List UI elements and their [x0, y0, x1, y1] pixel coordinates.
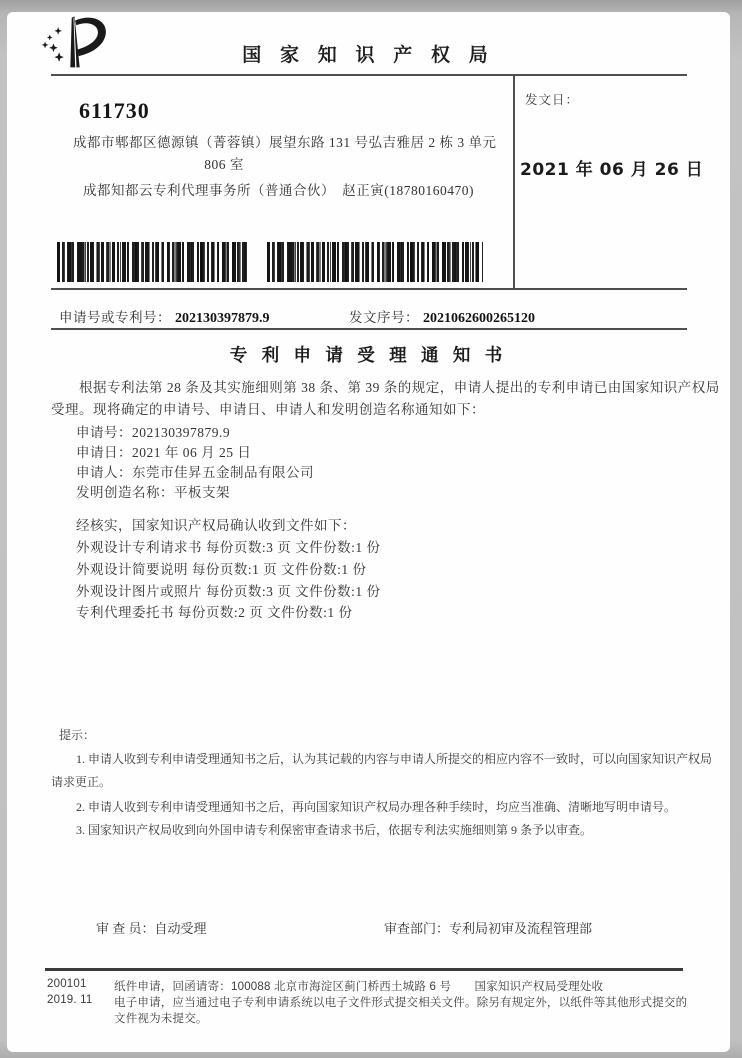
- field-invention-title: 发明创造名称：平板支架: [76, 485, 230, 500]
- department-value: 专利局初审及流程管理部: [449, 921, 593, 936]
- examiner-value: 自动受理: [154, 921, 207, 936]
- notice-paragraph-line1: 根据专利法第 28 条及其实施细则第 38 条、第 39 条的规定，申请人提出的专利申请已由国家知识产权局: [79, 380, 720, 395]
- document-page: [7, 12, 730, 1052]
- agency-title: 国 家 知 识 产 权 局: [242, 45, 495, 66]
- field-application-date: 申请日：2021 年 06 月 25 日: [76, 445, 252, 460]
- field-application-number: 申请号：202130397879.9: [76, 425, 231, 440]
- footer-electronic-line1: 电子申请，应当通过电子专利申请系统以电子文件形式提交相关文件。除另有规定外，以纸件等其他形式提交的: [114, 997, 688, 1009]
- examiner-row: [96, 918, 207, 937]
- footer-version: 2019. 11: [47, 994, 93, 1006]
- footer-paper-line: 纸件申请，回函请寄：100088 北京市海淀区蓟门桥西土城路 6 号 国家知识产权局受理处收: [114, 981, 604, 993]
- title-top-rule: [51, 328, 687, 330]
- note-line: 3. 国家知识产权局收到向外国申请专利保密审查请求书后，依据专利法实施细则第 9 条予以审查。: [76, 823, 593, 837]
- document-item: 外观设计专利请求书 每份页数:3 页 文件份数:1 份: [76, 540, 381, 555]
- dispatch-serial-label: 发文序号：: [349, 310, 419, 325]
- dispatch-date-label: 发文日：: [525, 93, 580, 107]
- department-label: 审查部门：: [384, 921, 450, 936]
- department-row: [384, 918, 592, 937]
- dispatch-serial-value: 2021062600265120: [423, 311, 535, 326]
- recipient-address-line1: 成都市郫都区德源镇（菁蓉镇）展望东路 131 号弘吉雅居 2 栋 3 单元: [73, 135, 497, 150]
- document-item: 外观设计图片或照片 每份页数:3 页 文件份数:1 份: [76, 584, 381, 599]
- footer-form-code: 200101: [47, 978, 87, 990]
- application-number-value: 202130397879.9: [175, 311, 270, 326]
- recipient-agent-line: 成都知都云专利代理事务所（普通合伙） 赵正寅(18780160470): [83, 183, 474, 198]
- note-line: 请求更正。: [51, 775, 112, 789]
- dispatch-serial-row: [349, 306, 535, 327]
- note-line: 2. 申请人收到专利申请受理通知书之后，再向国家知识产权局办理各种手续时，均应当准确、清晰地写明申请号。: [76, 800, 677, 814]
- recipient-postal-code: 611730: [79, 98, 150, 123]
- application-number-row: [59, 306, 270, 327]
- notice-paragraph-line2: 受理。现将确定的申请号、申请日、申请人和发明创造名称通知如下：: [51, 402, 485, 417]
- application-number-label: 申请号或专利号：: [59, 310, 171, 325]
- footer-rule: [45, 968, 683, 971]
- document-item: 外观设计简要说明 每份页数:1 页 文件份数:1 份: [76, 562, 367, 577]
- dispatch-date-value: 2021 年 06 月 26 日: [520, 160, 704, 180]
- document-item: 专利代理委托书 每份页数:2 页 文件份数:1 份: [76, 605, 353, 620]
- recipient-address-line2: 806 室: [204, 157, 244, 172]
- footer-electronic-line2: 文件视为未提交。: [114, 1013, 208, 1025]
- header-rule: [51, 74, 687, 76]
- notice-title: 专 利 申 请 受 理 通 知 书: [229, 345, 508, 365]
- dispatch-box-divider: [513, 74, 515, 290]
- barcode-right-icon: [267, 242, 483, 282]
- documents-confirm-line: 经核实，国家知识产权局确认收到文件如下：: [76, 518, 356, 533]
- field-applicant: 申请人：东莞市佳昇五金制品有限公司: [76, 465, 314, 480]
- notes-label: 提示：: [59, 728, 96, 742]
- barcode-bottom-rule: [51, 288, 687, 290]
- examiner-label: 审 查 员：: [96, 921, 155, 936]
- note-line: 1. 申请人收到专利申请受理通知书之后，认为其记载的内容与申请人所提交的相应内容不一致时，可以向国家知识产权局: [76, 752, 713, 766]
- barcode-left-icon: [57, 242, 247, 282]
